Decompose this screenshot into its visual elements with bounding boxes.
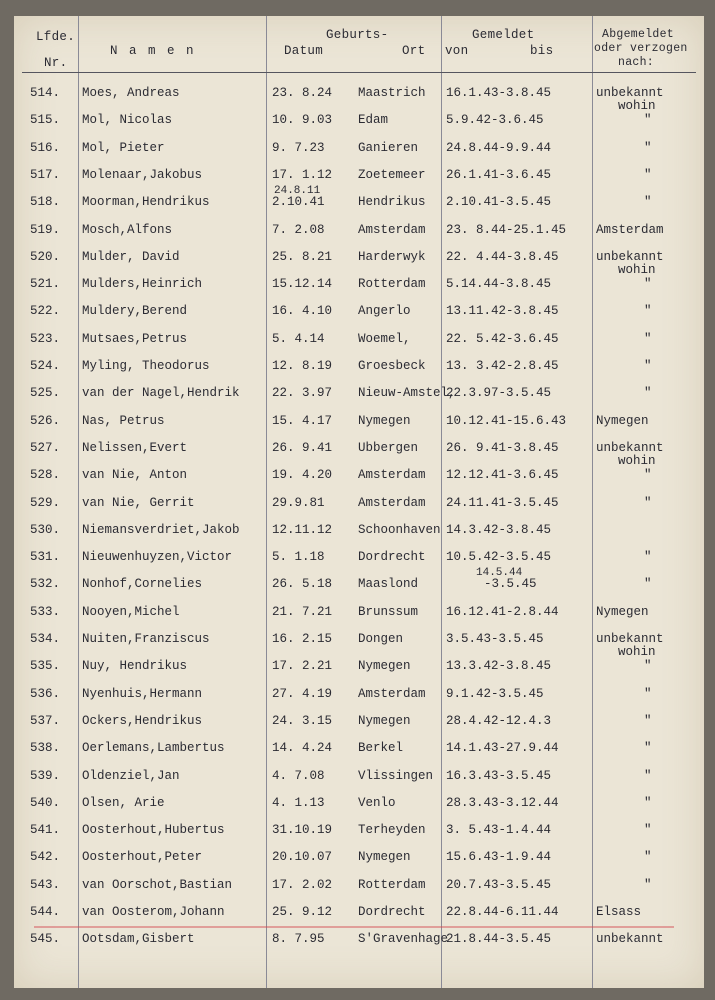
column-divider [441, 16, 442, 988]
row-abgemeldet: unbekannt [596, 86, 664, 100]
row-ort: Venlo [358, 796, 396, 810]
row-name: Oerlemans,Lambertus [82, 741, 225, 755]
row-gemeldet: 3.5.43-3.5.45 [446, 632, 544, 646]
row-abgemeldet: " [644, 850, 652, 864]
row-gemeldet: 26.1.41-3.6.45 [446, 168, 552, 182]
row-name: Nuy, Hendrikus [82, 659, 188, 673]
row-ort: Schoonhaven [358, 523, 441, 537]
row-name: Niemansverdriet,Jakob [82, 523, 240, 537]
row-ort: Nymegen [358, 414, 411, 428]
row-datum: 29.9.81 [272, 496, 325, 510]
row-number: 545. [30, 932, 61, 946]
row-gemeldet-correction: 14.5.44 [476, 567, 523, 579]
row-datum: 21. 7.21 [272, 605, 333, 619]
row-datum: 19. 4.20 [272, 468, 333, 482]
row-ort: Dordrecht [358, 550, 426, 564]
row-abgemeldet-line2: wohin [618, 645, 656, 659]
row-name: Molenaar,Jakobus [82, 168, 203, 182]
row-number: 527. [30, 441, 61, 455]
header-von: von [445, 44, 469, 58]
row-gemeldet: 9.1.42-3.5.45 [446, 687, 544, 701]
row-ort: Nieuw-Amstel, [358, 386, 456, 400]
row-abgemeldet-line2: wohin [618, 454, 656, 468]
row-name: Olsen, Arie [82, 796, 165, 810]
row-name: Myling, Theodorus [82, 359, 210, 373]
row-name: Mol, Pieter [82, 141, 165, 155]
row-gemeldet: 13.3.42-3.8.45 [446, 659, 552, 673]
row-gemeldet: 28.4.42-12.4.3 [446, 714, 552, 728]
row-gemeldet: 16.3.43-3.5.45 [446, 769, 552, 783]
row-name: Mulder, David [82, 250, 180, 264]
row-abgemeldet: " [644, 386, 652, 400]
row-number: 523. [30, 332, 61, 346]
row-gemeldet: 5.9.42-3.6.45 [446, 113, 544, 127]
row-name: Oosterhout,Peter [82, 850, 203, 864]
row-datum: 17. 1.12 [272, 168, 333, 182]
row-ort: Maaslond [358, 577, 419, 591]
header-oder-verzogen: oder verzogen [594, 42, 688, 55]
row-number: 537. [30, 714, 61, 728]
row-ort: Edam [358, 113, 389, 127]
row-gemeldet: 24.11.41-3.5.45 [446, 496, 559, 510]
row-abgemeldet: Nymegen [596, 414, 649, 428]
row-number: 526. [30, 414, 61, 428]
row-gemeldet: 20.7.43-3.5.45 [446, 878, 552, 892]
row-name: van Nie, Anton [82, 468, 188, 482]
row-gemeldet: 5.14.44-3.8.45 [446, 277, 552, 291]
row-name: van der Nagel,Hendrik [82, 386, 240, 400]
row-datum: 12.11.12 [272, 523, 333, 537]
header-datum: Datum [284, 44, 324, 58]
row-gemeldet: 12.12.41-3.6.45 [446, 468, 559, 482]
row-abgemeldet: unbekannt [596, 932, 664, 946]
row-name: Nuiten,Franziscus [82, 632, 210, 646]
row-datum-correction: 24.8.11 [274, 185, 321, 197]
row-number: 544. [30, 905, 61, 919]
row-number: 529. [30, 496, 61, 510]
row-ort: Brunssum [358, 605, 419, 619]
row-abgemeldet: unbekannt [596, 250, 664, 264]
row-datum: 22. 3.97 [272, 386, 333, 400]
row-gemeldet: 14.1.43-27.9.44 [446, 741, 559, 755]
row-ort: Woemel, [358, 332, 411, 346]
row-number: 519. [30, 223, 61, 237]
row-ort: Nymegen [358, 714, 411, 728]
row-number: 515. [30, 113, 61, 127]
row-number: 535. [30, 659, 61, 673]
header-lfde: Lfde. [36, 30, 76, 44]
row-abgemeldet: " [644, 714, 652, 728]
row-datum: 26. 9.41 [272, 441, 333, 455]
row-abgemeldet: " [644, 823, 652, 837]
row-name: Nooyen,Michel [82, 605, 180, 619]
row-abgemeldet: " [644, 168, 652, 182]
row-name: Muldery,Berend [82, 304, 188, 318]
row-datum: 5. 4.14 [272, 332, 325, 346]
row-number: 521. [30, 277, 61, 291]
row-abgemeldet: " [644, 359, 652, 373]
header-geburts: Geburts- [326, 28, 389, 42]
row-number: 540. [30, 796, 61, 810]
row-number: 541. [30, 823, 61, 837]
header-rule [22, 72, 696, 73]
header-namen: N a m e n [110, 44, 196, 58]
row-ort: Berkel [358, 741, 404, 755]
row-ort: Amsterdam [358, 687, 426, 701]
row-datum: 27. 4.19 [272, 687, 333, 701]
row-number: 520. [30, 250, 61, 264]
row-name: Nieuwenhuyzen,Victor [82, 550, 233, 564]
row-name: van Nie, Gerrit [82, 496, 195, 510]
row-abgemeldet: " [644, 878, 652, 892]
row-datum: 25. 8.21 [272, 250, 333, 264]
row-ort: Ubbergen [358, 441, 419, 455]
row-gemeldet: 10.12.41-15.6.43 [446, 414, 567, 428]
row-gemeldet: 23. 8.44-25.1.45 [446, 223, 567, 237]
header-abgemeldet: Abgemeldet [602, 28, 675, 41]
row-gemeldet: 2.10.41-3.5.45 [446, 195, 552, 209]
row-datum: 15. 4.17 [272, 414, 333, 428]
row-number: 514. [30, 86, 61, 100]
row-datum: 31.10.19 [272, 823, 333, 837]
row-abgemeldet: " [644, 113, 652, 127]
row-ort: Amsterdam [358, 496, 426, 510]
row-abgemeldet: " [644, 550, 652, 564]
row-gemeldet: 14.3.42-3.8.45 [446, 523, 552, 537]
row-ort: Vlissingen [358, 769, 434, 783]
row-abgemeldet: " [644, 304, 652, 318]
row-gemeldet: 13. 3.42-2.8.45 [446, 359, 559, 373]
row-name: Mol, Nicolas [82, 113, 173, 127]
row-abgemeldet: Amsterdam [596, 223, 664, 237]
row-abgemeldet: " [644, 796, 652, 810]
row-number: 532. [30, 577, 61, 591]
row-datum: 9. 7.23 [272, 141, 325, 155]
row-number: 516. [30, 141, 61, 155]
row-gemeldet: 21.8.44-3.5.45 [446, 932, 552, 946]
row-datum: 5. 1.18 [272, 550, 325, 564]
row-name: Mulders,Heinrich [82, 277, 203, 291]
row-datum: 14. 4.24 [272, 741, 333, 755]
row-ort: Maastrich [358, 86, 426, 100]
column-divider [592, 16, 593, 988]
row-number: 542. [30, 850, 61, 864]
row-name: Mosch,Alfons [82, 223, 173, 237]
row-gemeldet: 16.1.43-3.8.45 [446, 86, 552, 100]
row-datum: 4. 7.08 [272, 769, 325, 783]
row-gemeldet: 22.8.44-6.11.44 [446, 905, 559, 919]
row-ort: Groesbeck [358, 359, 426, 373]
row-ort: Nymegen [358, 850, 411, 864]
row-name: Nyenhuis,Hermann [82, 687, 203, 701]
row-ort: Rotterdam [358, 277, 426, 291]
row-gemeldet: 13.11.42-3.8.45 [446, 304, 559, 318]
row-datum: 17. 2.21 [272, 659, 333, 673]
row-name: van Oorschot,Bastian [82, 878, 233, 892]
row-datum: 20.10.07 [272, 850, 333, 864]
row-datum: 7. 2.08 [272, 223, 325, 237]
row-datum: 8. 7.95 [272, 932, 325, 946]
row-gemeldet: 15.6.43-1.9.44 [446, 850, 552, 864]
row-name: Mutsaes,Petrus [82, 332, 188, 346]
header-gemeldet: Gemeldet [472, 28, 535, 42]
header-nach: nach: [618, 56, 655, 69]
row-number: 538. [30, 741, 61, 755]
row-abgemeldet: " [644, 141, 652, 155]
row-ort: Terheyden [358, 823, 426, 837]
row-number: 531. [30, 550, 61, 564]
row-datum: 2.10.41 [272, 195, 325, 209]
row-abgemeldet: " [644, 577, 652, 591]
row-gemeldet: 16.12.41-2.8.44 [446, 605, 559, 619]
header-bis: bis [530, 44, 554, 58]
row-ort: Ganieren [358, 141, 419, 155]
row-gemeldet: 22. 4.44-3.8.45 [446, 250, 559, 264]
row-ort: Dongen [358, 632, 404, 646]
row-gemeldet: 22. 5.42-3.6.45 [446, 332, 559, 346]
red-pencil-line [34, 926, 674, 928]
row-ort: Dordrecht [358, 905, 426, 919]
row-name: Ootsdam,Gisbert [82, 932, 195, 946]
row-abgemeldet: " [644, 687, 652, 701]
row-ort: Amsterdam [358, 223, 426, 237]
row-abgemeldet: " [644, 468, 652, 482]
row-number: 517. [30, 168, 61, 182]
row-gemeldet: 3. 5.43-1.4.44 [446, 823, 552, 837]
row-ort: Zoetemeer [358, 168, 426, 182]
row-datum: 4. 1.13 [272, 796, 325, 810]
row-name: Nonhof,Cornelies [82, 577, 203, 591]
row-ort: Amsterdam [358, 468, 426, 482]
row-gemeldet: 22.3.97-3.5.45 [446, 386, 552, 400]
row-abgemeldet: " [644, 741, 652, 755]
row-abgemeldet-line2: wohin [618, 263, 656, 277]
row-ort: Angerlo [358, 304, 411, 318]
row-number: 533. [30, 605, 61, 619]
row-abgemeldet: Elsass [596, 905, 642, 919]
row-ort: Nymegen [358, 659, 411, 673]
row-datum: 16. 4.10 [272, 304, 333, 318]
row-gemeldet: 28.3.43-3.12.44 [446, 796, 559, 810]
row-name: Moorman,Hendrikus [82, 195, 210, 209]
row-name: Oosterhout,Hubertus [82, 823, 225, 837]
row-abgemeldet: " [644, 769, 652, 783]
row-number: 525. [30, 386, 61, 400]
row-number: 539. [30, 769, 61, 783]
row-abgemeldet: unbekannt [596, 441, 664, 455]
row-ort: Rotterdam [358, 878, 426, 892]
row-gemeldet: -3.5.45 [484, 577, 537, 591]
row-ort: S'Gravenhage [358, 932, 449, 946]
row-datum: 17. 2.02 [272, 878, 333, 892]
row-name: Nelissen,Evert [82, 441, 188, 455]
row-name: Ockers,Hendrikus [82, 714, 203, 728]
row-datum: 25. 9.12 [272, 905, 333, 919]
row-name: van Oosterom,Johann [82, 905, 225, 919]
row-number: 530. [30, 523, 61, 537]
row-abgemeldet: unbekannt [596, 632, 664, 646]
row-datum: 24. 3.15 [272, 714, 333, 728]
row-abgemeldet: " [644, 277, 652, 291]
register-sheet [14, 16, 704, 988]
row-datum: 23. 8.24 [272, 86, 333, 100]
header-ort: Ort [402, 44, 426, 58]
column-divider [266, 16, 267, 988]
row-abgemeldet: " [644, 195, 652, 209]
row-datum: 15.12.14 [272, 277, 333, 291]
row-name: Oldenziel,Jan [82, 769, 180, 783]
column-divider [78, 16, 79, 988]
row-number: 524. [30, 359, 61, 373]
row-number: 534. [30, 632, 61, 646]
row-number: 536. [30, 687, 61, 701]
row-ort: Hendrikus [358, 195, 426, 209]
row-gemeldet: 10.5.42-3.5.45 [446, 550, 552, 564]
row-ort: Harderwyk [358, 250, 426, 264]
row-name: Moes, Andreas [82, 86, 180, 100]
row-abgemeldet: Nymegen [596, 605, 649, 619]
row-number: 528. [30, 468, 61, 482]
row-datum: 10. 9.03 [272, 113, 333, 127]
row-datum: 26. 5.18 [272, 577, 333, 591]
row-number: 543. [30, 878, 61, 892]
row-abgemeldet-line2: wohin [618, 99, 656, 113]
row-name: Nas, Petrus [82, 414, 165, 428]
row-abgemeldet: " [644, 332, 652, 346]
row-datum: 16. 2.15 [272, 632, 333, 646]
row-datum: 12. 8.19 [272, 359, 333, 373]
row-number: 522. [30, 304, 61, 318]
row-abgemeldet: " [644, 496, 652, 510]
header-nr: Nr. [44, 56, 68, 70]
row-abgemeldet: " [644, 659, 652, 673]
row-number: 518. [30, 195, 61, 209]
row-gemeldet: 24.8.44-9.9.44 [446, 141, 552, 155]
row-gemeldet: 26. 9.41-3.8.45 [446, 441, 559, 455]
